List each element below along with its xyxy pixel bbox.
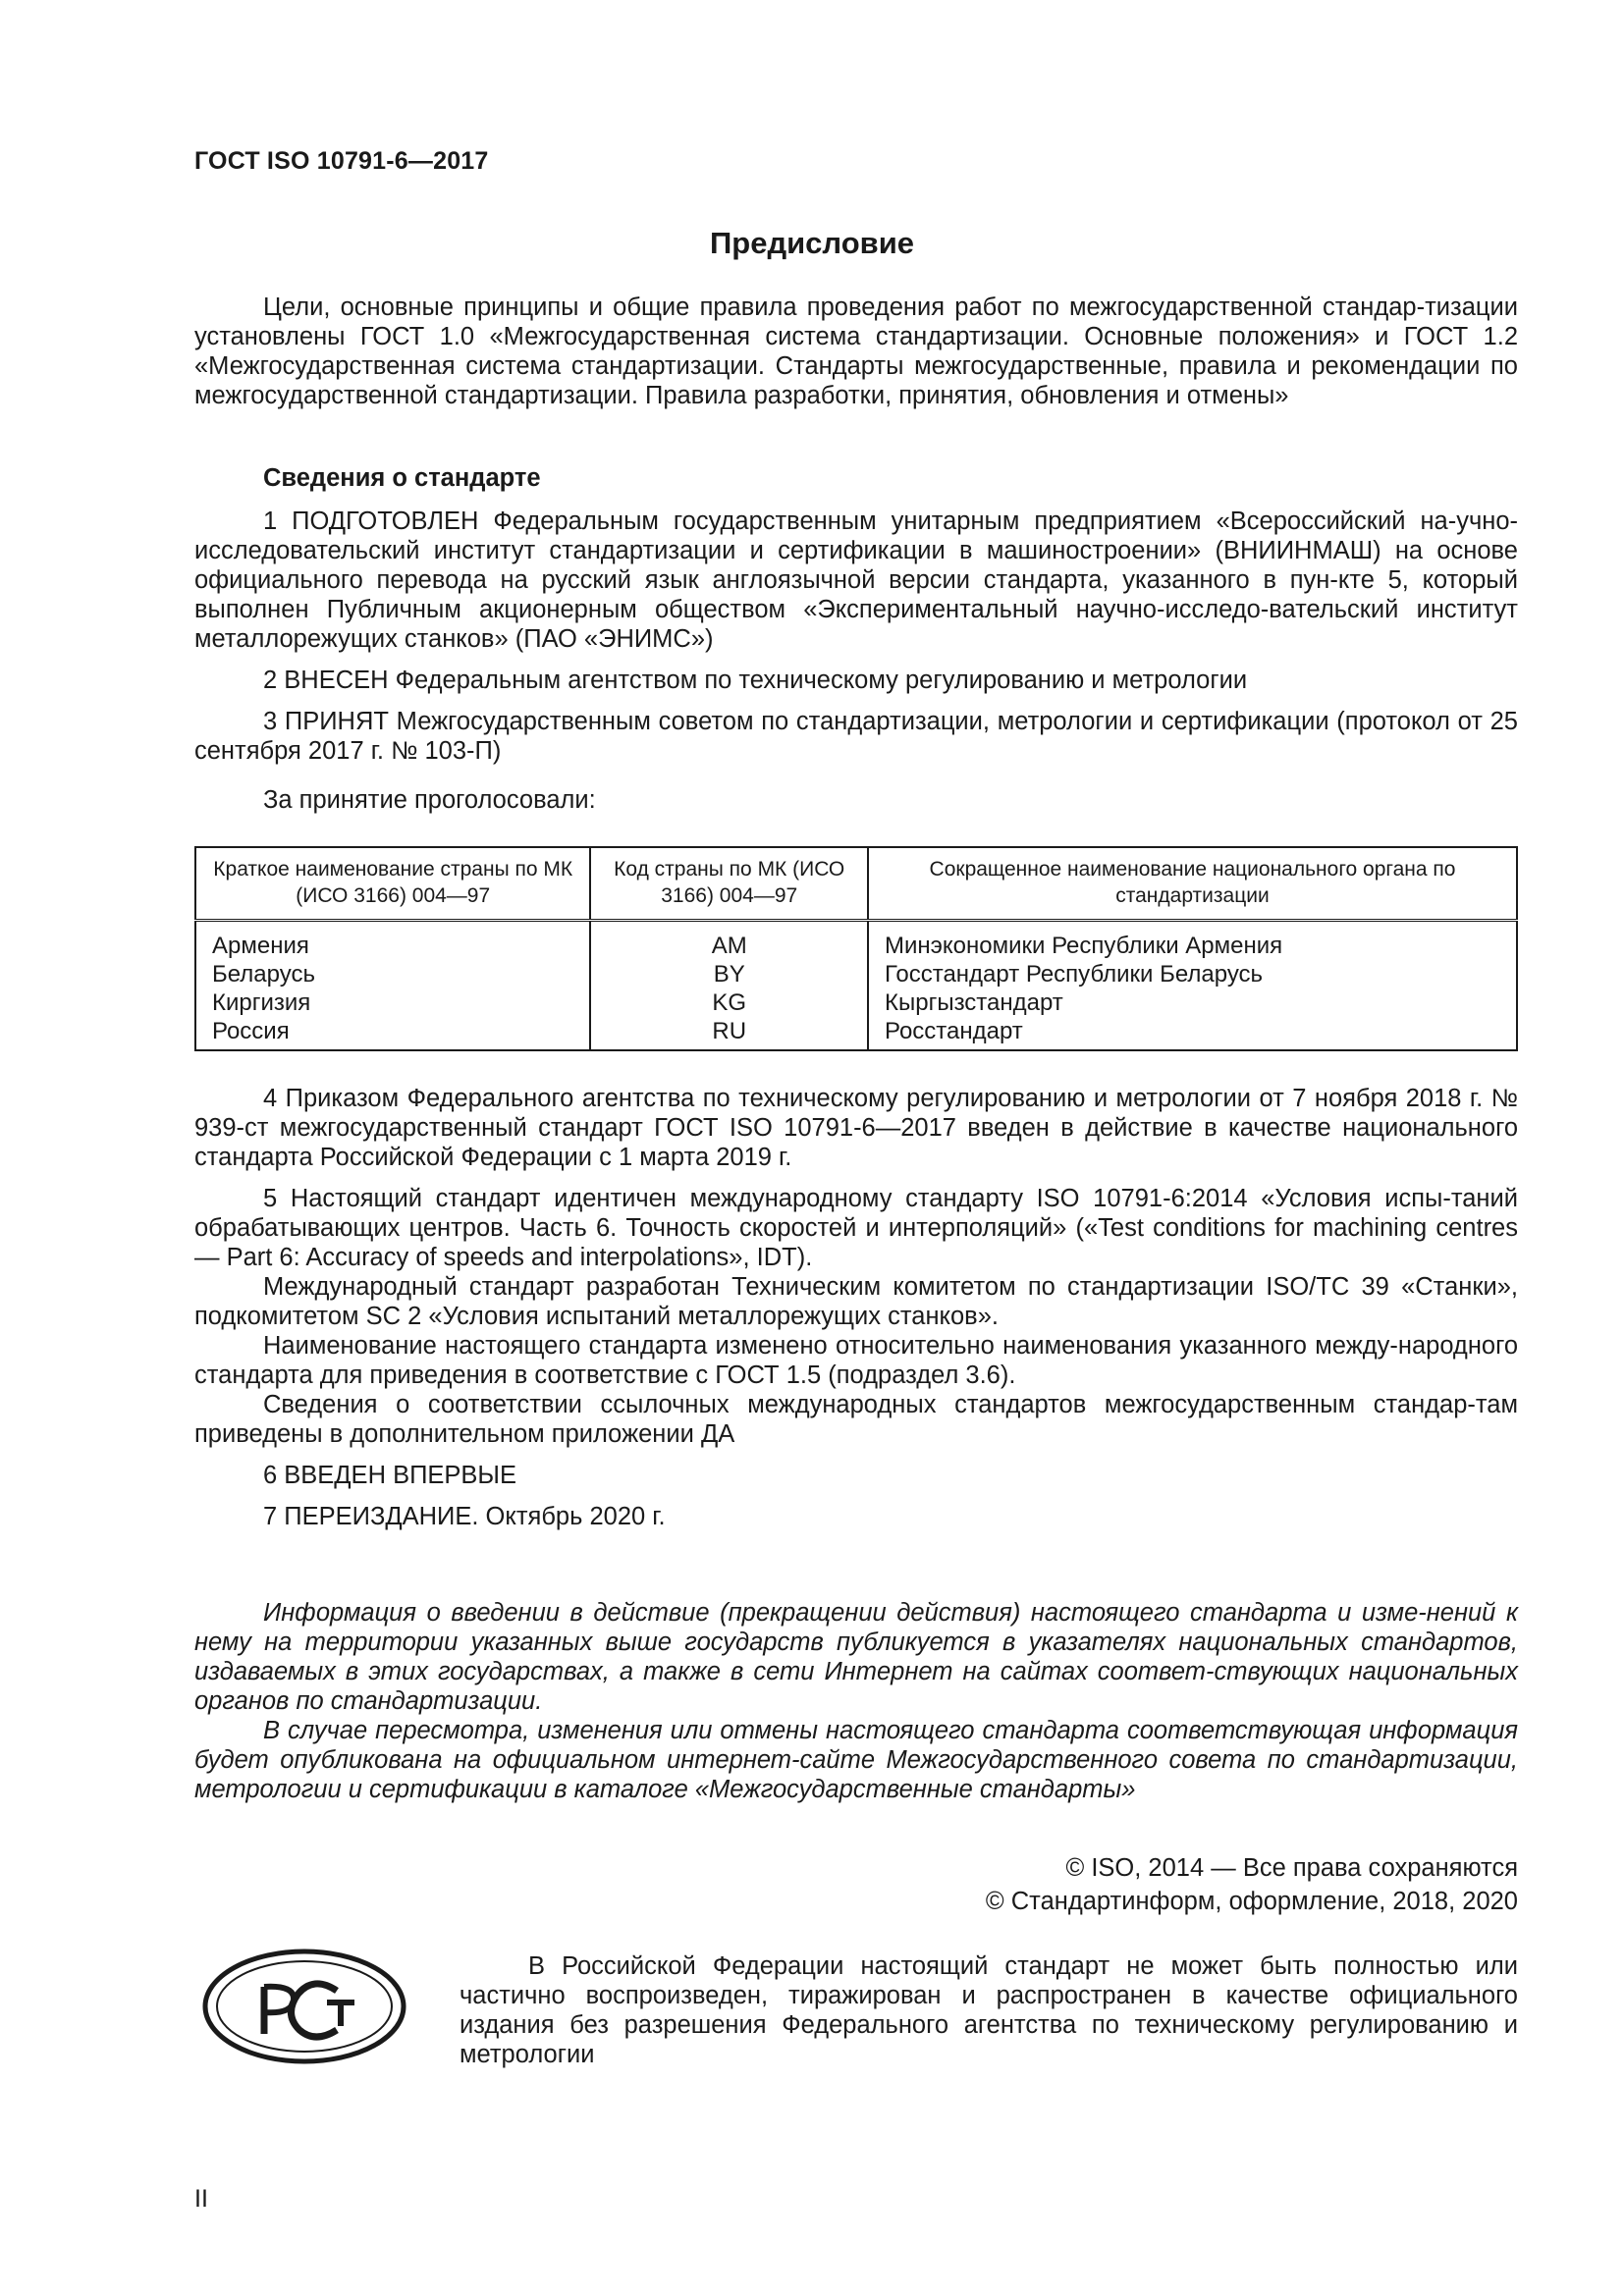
table-row [195, 988, 1517, 1017]
table-header-row [195, 847, 1517, 921]
copyright-standartinform: © Стандартинформ, оформление, 2018, 2020 [985, 1888, 1518, 1915]
items-block-1 [194, 507, 1518, 815]
code-cell: BY [590, 960, 868, 988]
info-paragraph-2: В случае пересмотра, изменения или отмены настоящего стандарта соответствующая информация будет опубликована на официальном интернет-сайте Межгосударственного совета по стандартизации, метрологии и сертификации в каталоге «Межгосударственные стандарты» [194, 1717, 1518, 1803]
intro-paragraph: Цели, основные принципы и общие правила проведения работ по межгосударственной стандар-тизации установлены ГОСТ 1.0 «Межгосударственная система стандартизации. Основные положения» и ГОСТ 1.2 «Межгосударственная система стандартизации. Стандарты межгосударственные, правила и рекомендации по межгосударственной стандартизации. Правила разработки, принятия, обновления и отмены» [194, 294, 1518, 409]
code-cell: RU [590, 1017, 868, 1050]
reproduction-notice [460, 1951, 1518, 2069]
item-4: 4 Приказом Федерального агентства по техническому регулированию и метрологии от 7 ноября 2018 г. № 939-ст межгосударственный стандарт ГОСТ ISO 10791-6—2017 введен в действие в качестве национального стандарта Российской Федерации с 1 марта 2019 г. [194, 1085, 1518, 1171]
intro-block [194, 293, 1518, 410]
items-block-2 [194, 1084, 1518, 1531]
standard-info-heading-block [194, 463, 1518, 493]
page-title: Предисловие [709, 226, 914, 260]
body-cell: Минэкономики Республики Армения [868, 921, 1517, 961]
rst-logo-icon [201, 1948, 407, 2065]
table-row [195, 1017, 1517, 1050]
item-2: 2 ВНЕСЕН Федеральным агентством по техническому регулированию и метрологии [263, 667, 1248, 694]
document-code: ГОСТ ISO 10791-6—2017 [194, 147, 489, 175]
body-cell: Кыргызстандарт [868, 988, 1517, 1017]
body-cell: Госстандарт Республики Беларусь [868, 960, 1517, 988]
notice-text: В Российской Федерации настоящий стандарт не может быть полностью или частично воспроизведен, тиражирован и распространен в качестве официального издания без разрешения Федерального агентства по техническому регулированию и метрологии [460, 1952, 1518, 2068]
page-number: II [194, 2185, 208, 2213]
info-block [194, 1598, 1518, 1804]
copyright-iso: © ISO, 2014 — Все права сохраняются [1065, 1854, 1518, 1882]
voting-table [194, 846, 1518, 1051]
info-paragraph-1: Информация о введении в действие (прекращении действия) настоящего стандарта и изме-нений к нему на территории указанных выше государств публикуется в указателях национальных стандартов, издаваемых в этих государствах, а также в сети Интернет на сайтах соответ-ствующих национальных органов по стандартизации. [194, 1599, 1518, 1715]
code-cell: KG [590, 988, 868, 1017]
item-3: 3 ПРИНЯТ Межгосударственным советом по стандартизации, метрологии и сертификации (протокол от 25 сентября 2017 г. № 103-П) [194, 708, 1518, 765]
table-row [195, 921, 1517, 961]
table-header-country: Краткое наименование страны по МК (ИСО 3166) 004—97 [195, 847, 590, 921]
code-cell: AM [590, 921, 868, 961]
item-5-committee: Международный стандарт разработан Техническим комитетом по стандартизации ISO/TC 39 «Станки», подкомитетом SC 2 «Условия испытаний металлорежущих станков». [194, 1273, 1518, 1330]
table-header-code: Код страны по МК (ИСО 3166) 004—97 [590, 847, 868, 921]
country-cell: Беларусь [195, 960, 590, 988]
item-7: 7 ПЕРЕИЗДАНИЕ. Октябрь 2020 г. [263, 1503, 666, 1530]
copyright-block [986, 1851, 1518, 1918]
item-1: 1 ПОДГОТОВЛЕН Федеральным государственным унитарным предприятием «Всероссийский на-учно-исследовательский институт стандартизации и сертификации в машиностроении» (ВНИИНМАШ) на основе официального перевода на русский язык англоязычной версии стандарта, указанного в пун-кте 5, который выполнен Публичным акционерным обществом «Экспериментальный научно-исследо-вательский институт металлорежущих станков» (ПАО «ЭНИМС») [194, 507, 1518, 653]
table-row [195, 960, 1517, 988]
item-5-name-change: Наименование настоящего стандарта изменено относительно наименования указанного между-народного стандарта для приведения в соответствие с ГОСТ 1.5 (подраздел 3.6). [194, 1332, 1518, 1389]
table-header-body: Сокращенное наименование национального органа по стандартизации [868, 847, 1517, 921]
country-cell: Киргизия [195, 988, 590, 1017]
item-5: 5 Настоящий стандарт идентичен международному стандарту ISO 10791-6:2014 «Условия испы-таний обрабатывающих центров. Часть 6. Точность скоростей и интерполяций» («Test conditions for machining centres — Part 6: Accuracy of speeds and interpolations», IDT). [194, 1185, 1518, 1271]
item-5-references: Сведения о соответствии ссылочных международных стандартов межгосударственным стандар-там приведены в дополнительном приложении ДА [194, 1391, 1518, 1448]
item-6: 6 ВВЕДЕН ВПЕРВЫЕ [263, 1462, 517, 1489]
country-cell: Армения [195, 921, 590, 961]
section-heading: Сведения о стандарте [263, 464, 541, 492]
country-cell: Россия [195, 1017, 590, 1050]
voted-label: За принятие проголосовали: [263, 786, 596, 814]
body-cell: Росстандарт [868, 1017, 1517, 1050]
